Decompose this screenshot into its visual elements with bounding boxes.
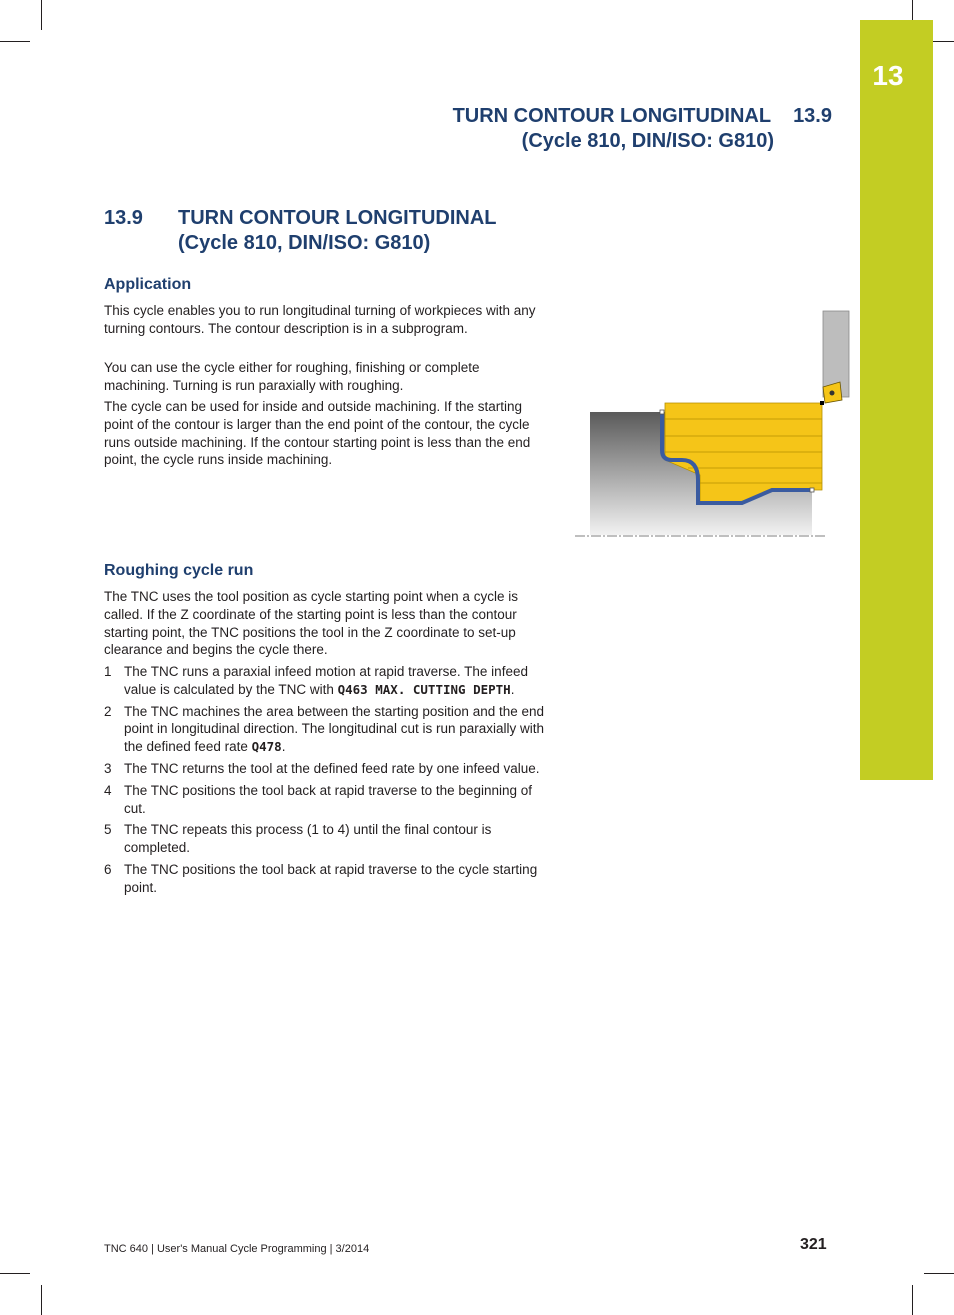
section-title: TURN CONTOUR LONGITUDINAL (178, 207, 497, 229)
roughing-heading: Roughing cycle run (104, 562, 254, 579)
page-number: 321 (800, 1236, 827, 1253)
running-head-title: TURN CONTOUR LONGITUDINAL (452, 105, 772, 127)
list-item (104, 703, 544, 756)
contour-end-point (810, 488, 814, 492)
parameter-code: Q478 (251, 739, 282, 755)
list-item (104, 760, 544, 778)
step-text-end: . (510, 681, 515, 697)
step-number: 2 (104, 703, 112, 719)
step-text: The TNC machines the area between the starting position and the end point in longitudinal direction. The longitudinal cut is run paraxially with the defined feed rate (124, 703, 545, 755)
tool-insert-hole (830, 391, 835, 396)
step-number: 4 (104, 782, 112, 798)
step-text: The TNC repeats this process (1 to 4) until the final contour is completed. (124, 822, 492, 856)
paragraph: The cycle can be used for inside and outside machining. If the starting point of the contour is larger than the end point of the contour, the cycle runs outside machining. If the contour starting point is less than the end point, the cycle runs inside machining. (104, 399, 531, 468)
section-number: 13.9 (104, 207, 143, 229)
parameter-code: Q463 MAX. CUTTING DEPTH (337, 681, 511, 697)
running-head-section: 13.9 (793, 105, 832, 127)
application-heading: Application (104, 276, 192, 293)
running-head-subtitle: (Cycle 810, DIN/ISO: G810) (521, 130, 774, 152)
step-text: The TNC positions the tool back at rapid traverse to the cycle starting point. (124, 861, 538, 895)
list-item (104, 663, 544, 699)
step-number: 1 (104, 664, 112, 679)
chapter-tab (860, 20, 933, 780)
step-number: 5 (104, 822, 112, 838)
crop-mark (0, 1273, 30, 1274)
footer-text: TNC 640 | User's Manual Cycle Programming | 3/2014 (104, 1243, 370, 1255)
contour-start-point (660, 410, 664, 414)
step-text-end: . (281, 739, 286, 755)
paragraph: You can use the cycle either for roughing, finishing or complete machining. Turning is run paraxially with roughing. (104, 360, 480, 393)
step-text: The TNC positions the tool back at rapid traverse to the beginning of cut. (124, 782, 532, 816)
step-number: 3 (104, 760, 112, 776)
section-subtitle: (Cycle 810, DIN/ISO: G810) (178, 232, 431, 254)
turning-illustration (570, 305, 860, 545)
section-heading (104, 206, 497, 256)
running-head (453, 104, 832, 154)
paragraph: The TNC uses the tool position as cycle starting point when a cycle is called. If the Z coordinate of the starting point is less than the contour starting point, the TNC positions the tool in the Z coordinate to set-up clearance and begins the cycle there. (104, 589, 518, 658)
step-list (104, 663, 544, 901)
step-text: The TNC runs a paraxial infeed motion at rapid traverse. The infeed value is calculated by the TNC with (124, 664, 528, 697)
paragraph: This cycle enables you to run longitudinal turning of workpieces with any turning contours. The contour description is in a subprogram. (104, 303, 536, 336)
step-number: 6 (104, 861, 112, 877)
crop-mark (41, 1285, 42, 1315)
crop-mark (41, 0, 42, 30)
list-item (104, 861, 544, 897)
list-item (104, 782, 544, 818)
crop-mark (912, 1285, 913, 1315)
list-item (104, 821, 544, 857)
crop-mark (0, 41, 30, 42)
tool-tip-point (820, 401, 824, 405)
crop-mark (924, 1273, 954, 1274)
step-text: The TNC returns the tool at the defined feed rate by one infeed value. (124, 760, 540, 776)
chapter-number: 13 (872, 60, 904, 91)
